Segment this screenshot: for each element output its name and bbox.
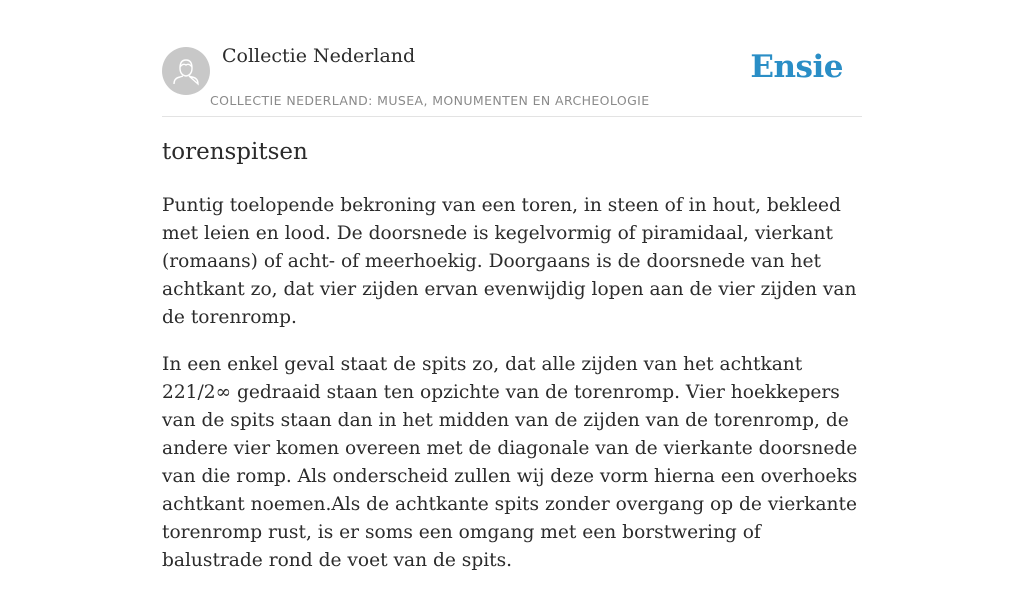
page-title: torenspitsen: [162, 139, 308, 165]
article-body: [162, 192, 862, 594]
paragraph: In een enkel geval staat de spits zo, dat alle zijden van het achtkant 221/2∞ gedraaid staan ten opzichte van de torenromp. Vier hoekkepers van de spits staan dan in het midden van de zijden van de torenromp, de andere vier komen overeen met de diagonale van de vierkante doorsnede van die romp. Als onderscheid zullen wij deze vorm hierna een overhoeks achtkant noemen.Als de achtkante spits zonder overgang op de vierkante torenromp rust, is er soms een omgang met een borstwering of balustrade rond de voet van de spits.: [162, 354, 858, 571]
paragraph: Puntig toelopende bekroning van een toren, in steen of in hout, bekleed met leien en lood. De doorsnede is kegelvormig of piramidaal, vierkant (romaans) of acht- of meerhoekig. Doorgaans is de doorsnede van het achtkant zo, dat vier zijden ervan evenwijdig lopen aan de vier zijden van de torenromp.: [162, 195, 857, 328]
author-name[interactable]: Collectie Nederland: [222, 45, 416, 67]
user-silhouette-icon: [162, 47, 210, 95]
avatar[interactable]: [162, 47, 210, 95]
source-label[interactable]: COLLECTIE NEDERLAND: MUSEA, MONUMENTEN EN ARCHEOLOGIE: [210, 93, 650, 108]
ensie-logo[interactable]: Ensie: [750, 49, 843, 85]
page: [162, 0, 862, 571]
header: [162, 0, 862, 117]
